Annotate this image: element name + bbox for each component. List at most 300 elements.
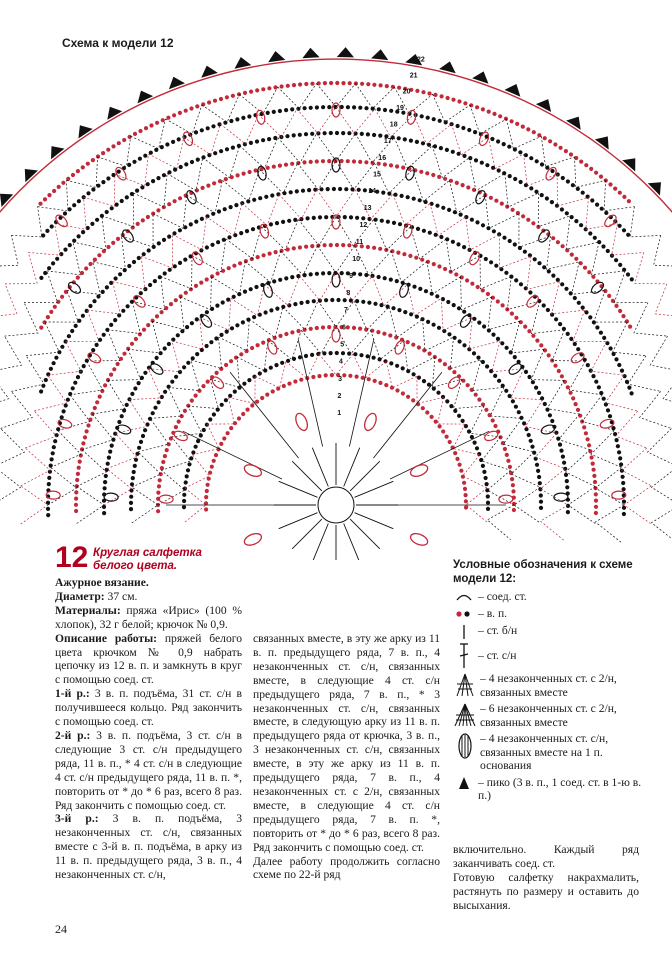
- chain-dot: [39, 276, 43, 280]
- chain-dot: [415, 140, 419, 144]
- chain-dot: [45, 229, 49, 233]
- chain-dot: [468, 156, 472, 160]
- chain-dot: [224, 177, 228, 181]
- chain-dot: [167, 202, 171, 206]
- chain-dot: [470, 218, 474, 222]
- cluster-oval: [474, 189, 487, 205]
- mesh-arch: [73, 216, 106, 250]
- chain-dot: [143, 428, 147, 432]
- cluster-6-tr-icon: [453, 702, 477, 728]
- mesh-arch: [572, 262, 605, 295]
- center-cluster: [362, 412, 378, 432]
- mesh-arch: [262, 220, 299, 251]
- mesh-arch: [25, 411, 56, 448]
- mesh-arch: [573, 310, 606, 341]
- chain-dot: [187, 462, 191, 466]
- chain-dot: [72, 203, 76, 207]
- chain-dot: [400, 194, 404, 198]
- chain-dot: [457, 306, 461, 310]
- chain-dot: [199, 281, 203, 285]
- chain-dot: [226, 298, 230, 302]
- chain-dot: [310, 82, 314, 86]
- chain-dot: [595, 203, 599, 207]
- picot-mark: [169, 77, 185, 90]
- chain-dot: [582, 425, 586, 429]
- chain-dot: [261, 341, 265, 345]
- center-stitch: [292, 461, 322, 491]
- chain-dot: [194, 394, 198, 398]
- chain-dot: [172, 113, 176, 117]
- mesh-arch: [5, 302, 39, 336]
- chain-dot: [364, 273, 368, 277]
- chain-dot: [512, 508, 516, 512]
- cluster-4-dc-icon: [453, 732, 477, 760]
- chain-dot: [486, 292, 490, 296]
- mesh-arch: [652, 505, 672, 544]
- cluster-oval: [86, 351, 102, 365]
- center-stitch: [312, 448, 328, 487]
- chain-dot: [436, 391, 440, 395]
- chain-dot: [352, 159, 356, 163]
- chain-dot: [484, 408, 488, 412]
- chain-dot: [526, 127, 530, 131]
- mesh-arch: [336, 273, 372, 301]
- chain-dot: [384, 383, 388, 387]
- chain-dot: [341, 81, 345, 85]
- chain-dot: [521, 125, 525, 129]
- chain-dot: [574, 219, 578, 223]
- chain-dot: [190, 321, 194, 325]
- legend-item: – ст. б/н: [453, 624, 643, 640]
- chain-dot: [122, 138, 126, 142]
- chain-dot: [500, 341, 504, 345]
- chain-dot: [146, 182, 150, 186]
- chain-dot: [143, 371, 147, 375]
- chain-dot: [438, 119, 442, 123]
- chain-dot: [60, 295, 64, 299]
- chain-dot: [142, 328, 146, 332]
- mesh-arch: [141, 235, 172, 268]
- chain-dot: [451, 150, 455, 154]
- row3-continued: связанных вместе, в эту же арку из 11 в. п. предыдущего ряда, 7 в. п., 4 незаконченных ст. с/н, связанных вместе, в следующие 4 ст. с/н предыдущего ряда, 7 в. п., * 3 незаконченных ст. с/н, связанных вместе, в следующую арку из 11 в. п. предыдущего ряда от крючка, 3 в. п., 3 незаконченных ст. с/н, связанных вместе, в эту же арку из 11 в. п. предыдущего ряда, 7 в. п., 4 незаконченных ст. с 2/н, связанных вместе, в следующие 4 ст. с/н предыдущего ряда, 7 в. п. *, повторить от * до * 6 раз, всего 8 раз. Ряд закончить с помощью соед. ст.: [253, 632, 440, 854]
- chain-dot: [278, 334, 282, 338]
- chain-dot: [588, 231, 592, 235]
- chain-dot: [165, 448, 169, 452]
- mesh-arch: [11, 356, 44, 392]
- chain-dot: [81, 314, 85, 318]
- chain-dot: [151, 411, 155, 415]
- mesh-arch: [21, 486, 48, 524]
- chain-dot: [421, 406, 425, 410]
- chain-dot: [481, 464, 485, 468]
- chain-dot: [161, 118, 165, 122]
- chain-dot: [587, 270, 591, 274]
- materials-value: пряжа «Ирис» (100 % хлопок), 32 г белой; крючок № 0,9.: [55, 603, 242, 631]
- chain-dot: [44, 378, 48, 382]
- chain-dot: [421, 90, 425, 94]
- chain-dot: [341, 243, 345, 247]
- chain-dot: [125, 195, 129, 199]
- chain-dot: [47, 482, 51, 486]
- chain-dot: [511, 483, 515, 487]
- chain-dot: [147, 248, 151, 252]
- chain-dot: [507, 145, 511, 149]
- mesh-arch: [408, 284, 442, 315]
- chain-dot: [594, 492, 598, 496]
- round-label: 6: [342, 324, 346, 332]
- picot-mark: [302, 48, 319, 59]
- materials-label: Материалы:: [55, 603, 121, 617]
- chain-dot: [355, 216, 359, 220]
- chain-dot: [183, 225, 187, 229]
- chain-dot: [432, 323, 436, 327]
- chain-dot: [178, 228, 182, 232]
- chain-dot: [309, 160, 313, 164]
- chain-dot: [524, 153, 528, 157]
- chain-dot: [618, 263, 622, 267]
- chain-dot: [506, 459, 510, 463]
- mesh-arch: [172, 317, 203, 349]
- mesh-arch: [77, 487, 104, 524]
- chain-dot: [49, 367, 53, 371]
- chain-dot: [163, 271, 167, 275]
- chain-dot: [588, 315, 592, 319]
- chain-dot: [138, 129, 142, 133]
- mesh-arch: [102, 193, 134, 227]
- chain-dot: [546, 308, 550, 312]
- chain-dot: [615, 438, 619, 442]
- chain-dot: [102, 333, 106, 337]
- chain-dot: [327, 159, 331, 163]
- chain-dot: [71, 386, 75, 390]
- chain-dot: [508, 394, 512, 398]
- chain-dot: [503, 447, 507, 451]
- chain-dot: [93, 406, 97, 410]
- round-label: 12: [359, 222, 368, 229]
- chain-dot: [329, 351, 333, 355]
- chain-dot: [542, 303, 546, 307]
- chain-dot: [117, 420, 121, 424]
- chain-dot: [443, 362, 447, 366]
- mesh-arch: [453, 424, 479, 455]
- mesh-arch: [128, 321, 161, 353]
- chain-dot: [393, 193, 397, 197]
- mesh-arch: [628, 356, 661, 392]
- chain-dot: [528, 290, 532, 294]
- chain-dot: [255, 88, 259, 92]
- chain-dot: [391, 85, 395, 89]
- round-label: 20: [402, 88, 411, 96]
- chain-dot: [184, 291, 188, 295]
- chain-dot: [513, 355, 517, 359]
- chain-dot: [422, 379, 426, 383]
- mesh-arch: [47, 242, 81, 275]
- chain-dot: [539, 493, 543, 497]
- chain-dot: [519, 180, 523, 184]
- picot-mark: [337, 47, 354, 57]
- center-cluster: [294, 412, 310, 432]
- chain-dot: [210, 274, 214, 278]
- chain-dot: [226, 431, 230, 435]
- mesh-arch: [297, 107, 336, 133]
- chain-dot: [486, 494, 490, 498]
- chain-dot: [83, 435, 87, 439]
- chain-dot: [103, 383, 107, 387]
- round-label: 5: [340, 341, 345, 349]
- chain-dot: [527, 433, 531, 437]
- chain-dot: [219, 97, 223, 101]
- chain-dot: [347, 352, 351, 356]
- chain-dot: [165, 142, 169, 146]
- mesh-arch: [222, 170, 259, 202]
- chain-dot: [67, 334, 71, 338]
- chain-dot: [622, 500, 626, 504]
- chain-dot: [70, 329, 74, 333]
- chain-dot: [329, 81, 333, 85]
- chain-dot: [569, 337, 573, 341]
- mesh-arch: [192, 239, 226, 272]
- cluster-oval: [182, 131, 195, 147]
- chain-dot: [457, 414, 461, 418]
- mesh-arch: [371, 330, 404, 359]
- mesh-arch: [354, 301, 389, 330]
- chain-dot: [594, 380, 598, 384]
- chain-dot: [622, 195, 626, 199]
- mesh-arch: [0, 429, 24, 467]
- chain-dot: [76, 472, 80, 476]
- chain-dot: [311, 375, 315, 379]
- chain-dot: [171, 140, 175, 144]
- mesh-arch: [11, 207, 42, 237]
- chain-dot: [398, 222, 402, 226]
- chain-dot: [573, 296, 577, 300]
- chain-dot: [553, 364, 557, 368]
- chain-dot: [560, 374, 564, 378]
- cluster-oval: [483, 429, 499, 442]
- chain-dot: [117, 170, 121, 174]
- chain-dot: [139, 291, 143, 295]
- chain-dot: [430, 415, 434, 419]
- chain-dot: [219, 442, 223, 446]
- chain-dot: [79, 370, 83, 374]
- round-label: 3: [338, 375, 343, 383]
- chain-dot: [205, 245, 209, 249]
- chain-dot: [434, 233, 438, 237]
- chain-dot: [477, 398, 481, 402]
- chain-dot: [383, 359, 387, 363]
- chain-dot: [286, 84, 290, 88]
- chain-dot: [335, 131, 339, 135]
- chain-dot: [487, 328, 491, 332]
- center-stitch: [350, 519, 380, 549]
- chain-dot: [608, 182, 612, 186]
- chain-dot: [329, 243, 333, 247]
- round-label: 11: [355, 238, 364, 246]
- chain-dot: [212, 412, 216, 416]
- chain-dot: [43, 271, 47, 275]
- chain-dot: [236, 173, 240, 177]
- chain-dot: [190, 160, 194, 164]
- chain-dot: [566, 385, 570, 389]
- chain-dot: [157, 241, 161, 245]
- chain-dot: [310, 353, 314, 357]
- chain-dot: [389, 109, 393, 113]
- chain-stitch-icon: [453, 607, 475, 621]
- chain-dot: [569, 152, 573, 156]
- mesh-arch: [430, 203, 466, 235]
- chain-dot: [98, 395, 102, 399]
- chain-dot: [54, 356, 58, 360]
- chain-dot: [467, 429, 471, 433]
- chain-dot: [139, 440, 143, 444]
- chain-dot: [324, 373, 328, 377]
- chain-dot: [178, 196, 182, 200]
- row1-label: 1-й р.:: [55, 687, 90, 701]
- chain-dot: [347, 131, 351, 135]
- chain-dot: [287, 382, 291, 386]
- chain-dot: [213, 99, 217, 103]
- chain-dot: [591, 462, 595, 466]
- chain-dot: [123, 268, 127, 272]
- chain-dot: [106, 148, 110, 152]
- chain-dot: [389, 163, 393, 167]
- chain-dot: [68, 243, 72, 247]
- chain-dot: [309, 272, 313, 276]
- mesh-arch: [67, 262, 100, 295]
- picot-mark: [371, 49, 388, 60]
- chain-dot: [241, 116, 245, 120]
- chain-dot: [537, 261, 541, 265]
- chain-dot: [246, 408, 250, 412]
- chain-dot: [606, 249, 610, 253]
- chain-dot: [299, 301, 303, 305]
- chain-dot: [581, 191, 585, 195]
- chain-dot: [340, 271, 344, 275]
- center-stitch: [344, 524, 360, 561]
- chain-dot: [446, 300, 450, 304]
- chain-dot: [130, 342, 134, 346]
- center-stitch: [312, 524, 328, 561]
- chain-dot: [612, 352, 616, 356]
- chain-dot: [208, 417, 212, 421]
- chain-dot: [556, 437, 560, 441]
- chain-dot: [209, 340, 213, 344]
- chain-dot: [128, 135, 132, 139]
- chain-dot: [501, 384, 505, 388]
- mesh-arch: [432, 146, 469, 178]
- mesh-arch: [527, 256, 559, 289]
- chain-dot: [306, 216, 310, 220]
- chain-dot: [310, 244, 314, 248]
- chain-dot: [577, 301, 581, 305]
- chain-dot: [120, 414, 124, 418]
- chain-dot: [571, 396, 575, 400]
- chain-dot: [462, 154, 466, 158]
- chain-dot: [46, 513, 50, 517]
- chain-dot: [284, 108, 288, 112]
- diameter-value: 37 см.: [104, 589, 138, 603]
- cluster-oval: [570, 351, 586, 365]
- chain-dot: [73, 381, 77, 385]
- legend-item: – 4 незаконченных ст. с 2/н, связанных вместе: [453, 672, 643, 699]
- mesh-arch: [634, 302, 668, 336]
- chain-dot: [39, 326, 43, 330]
- mesh-arch: [193, 424, 219, 455]
- mesh-arch: [470, 105, 506, 134]
- chain-dot: [378, 134, 382, 138]
- mesh-arch: [487, 470, 514, 505]
- chain-dot: [584, 163, 588, 167]
- legend-title: Условные обозначения к схеме модели 12:: [453, 559, 633, 585]
- chain-dot: [255, 139, 259, 143]
- double-crochet-icon: [453, 643, 475, 669]
- chain-dot: [52, 361, 56, 365]
- chain-dot: [513, 177, 517, 181]
- chain-dot: [51, 451, 55, 455]
- chain-dot: [156, 509, 160, 513]
- chain-dot: [343, 215, 347, 219]
- chain-dot: [242, 172, 246, 176]
- chain-dot: [47, 476, 51, 480]
- chain-dot: [216, 271, 220, 275]
- chain-dot: [129, 507, 133, 511]
- chain-dot: [53, 439, 57, 443]
- chain-dot: [610, 254, 614, 258]
- chain-dot: [77, 199, 81, 203]
- chain-dot: [383, 276, 387, 280]
- chain-dot: [548, 139, 552, 143]
- mesh-arch: [591, 431, 622, 468]
- chain-dot: [445, 399, 449, 403]
- chain-dot: [613, 432, 617, 436]
- chain-dot: [514, 316, 518, 320]
- center-cluster: [243, 531, 263, 547]
- chain-dot: [91, 187, 95, 191]
- chain-dot: [293, 379, 297, 383]
- row3-text: 3 в. п. подъёма, 3 незаконченных ст. с/н, связанных вместе с 3-й в. п. подъёма, в арку из 11 в. п. предыдущего ряда, 3 в. п., 4 незаконченных ст. с/н,: [55, 812, 242, 882]
- chain-dot: [260, 396, 264, 400]
- chain-dot: [590, 198, 594, 202]
- mesh-arch: [166, 105, 202, 134]
- chain-dot: [511, 399, 515, 403]
- chain-dot: [487, 110, 491, 114]
- chain-dot: [211, 212, 215, 216]
- chain-dot: [212, 181, 216, 185]
- chain-dot: [502, 142, 506, 146]
- chain-dot: [459, 469, 463, 473]
- chain-dot: [614, 304, 618, 308]
- chain-dot: [539, 506, 543, 510]
- chain-dot: [529, 156, 533, 160]
- chain-dot: [96, 184, 100, 188]
- chain-dot: [304, 132, 308, 136]
- chain-dot: [486, 507, 490, 511]
- chain-dot: [117, 141, 121, 145]
- chain-dot: [254, 168, 258, 172]
- chain-dot: [513, 242, 517, 246]
- mesh-arch: [404, 341, 435, 371]
- chain-dot: [366, 245, 370, 249]
- chain-dot: [275, 221, 279, 225]
- chain-dot: [103, 480, 107, 484]
- chain-dot: [448, 440, 452, 444]
- cluster-oval: [507, 362, 523, 377]
- chain-dot: [116, 362, 120, 366]
- chain-dot: [184, 109, 188, 113]
- chain-dot: [361, 300, 365, 304]
- mesh-arch: [318, 246, 355, 273]
- round-label: 13: [363, 205, 372, 213]
